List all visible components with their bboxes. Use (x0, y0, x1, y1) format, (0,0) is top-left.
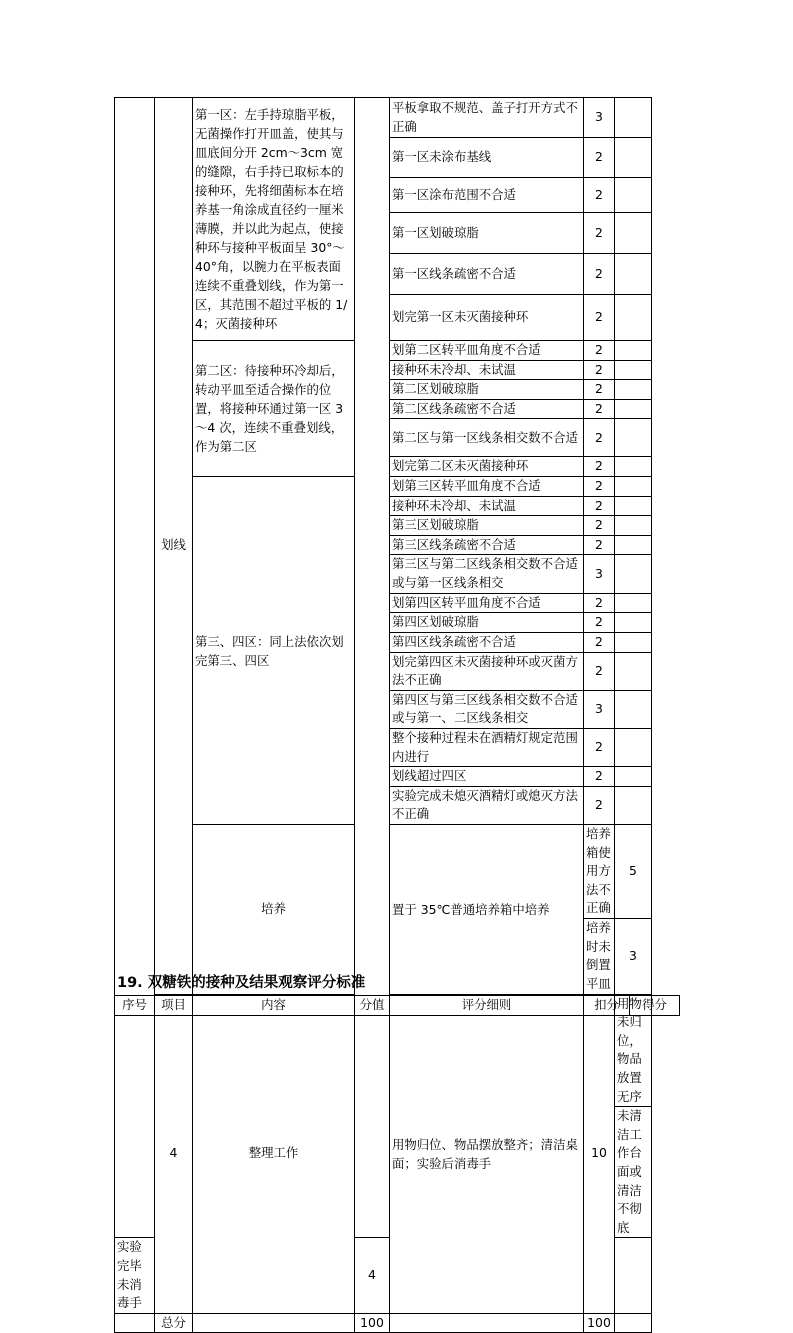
criterion-text: 第三区线条疏密不合适 (390, 535, 584, 555)
criterion-text: 用物未归位，物品放置无序 (615, 994, 652, 1107)
criterion-text: 第一区线条疏密不合适 (390, 254, 584, 295)
criterion-text: 第三区划破琼脂 (390, 516, 584, 536)
criterion-text: 划完第一区未灭菌接种环 (390, 295, 584, 341)
criterion-points: 2 (584, 419, 615, 457)
criterion-cell (390, 1313, 584, 1333)
deduct-cell (615, 767, 652, 787)
criterion-text: 整个接种过程未在酒精灯规定范围内进行 (390, 728, 584, 766)
header-content: 内容 (193, 996, 355, 1016)
criterion-points: 2 (584, 341, 615, 361)
item-cell-streak: 划线 (155, 98, 193, 995)
criterion-points: 2 (584, 613, 615, 633)
criterion-points: 2 (584, 254, 615, 295)
criterion-points: 3 (584, 690, 615, 728)
score-cell (355, 98, 390, 1238)
deduct-cell (615, 1238, 652, 1313)
criterion-points: 2 (584, 593, 615, 613)
deduct-cell (615, 341, 652, 361)
criterion-text: 第二区划破琼脂 (390, 380, 584, 400)
criterion-text: 划第三区转平皿角度不合适 (390, 477, 584, 497)
criterion-points: 2 (584, 457, 615, 477)
criterion-points: 2 (584, 380, 615, 400)
criterion-points: 2 (584, 399, 615, 419)
deduct-cell (615, 380, 652, 400)
criterion-text: 未清洁工作台面或清洁不彻底 (615, 1107, 652, 1238)
criterion-text: 划第四区转平皿角度不合适 (390, 593, 584, 613)
total-score: 100 (355, 1313, 390, 1333)
criterion-text: 第四区线条疏密不合适 (390, 632, 584, 652)
deduct-cell (615, 360, 652, 380)
criterion-points: 2 (584, 477, 615, 497)
total-label: 总分 (155, 1313, 193, 1333)
criterion-text: 培养时未倒置平皿 (584, 919, 615, 994)
item-cell-cleanup: 整理工作 (193, 994, 355, 1313)
criterion-text: 接种环未冷却、未试温 (390, 496, 584, 516)
total-detail-score: 100 (584, 1313, 615, 1333)
criterion-points: 2 (584, 360, 615, 380)
deduct-cell (615, 496, 652, 516)
criterion-text: 第四区与第三区线条相交数不合适或与第一、二区线条相交 (390, 690, 584, 728)
criterion-text: 第二区线条疏密不合适 (390, 399, 584, 419)
content-zone34: 第三、四区：同上法依次划完第三、四区 (193, 477, 355, 825)
header-score: 分值 (355, 996, 390, 1016)
header-item: 项目 (155, 996, 193, 1016)
criterion-text: 划线超过四区 (390, 767, 584, 787)
score-cell-cleanup: 10 (584, 994, 615, 1313)
deduct-cell (615, 516, 652, 536)
total-row (115, 1313, 652, 1333)
header-result: 得分 (630, 996, 680, 1016)
criterion-points: 2 (584, 178, 615, 213)
deduct-cell (615, 457, 652, 477)
header-no: 序号 (115, 996, 155, 1016)
header-deduct: 扣分 (584, 996, 630, 1016)
criterion-points: 2 (584, 786, 615, 824)
criterion-points: 4 (355, 1238, 390, 1313)
deduct-cell (615, 632, 652, 652)
deduct-cell (615, 399, 652, 419)
deduct-cell (615, 178, 652, 213)
deduct-cell (615, 652, 652, 690)
criterion-points: 2 (584, 652, 615, 690)
deduct-cell (615, 254, 652, 295)
deduct-cell (615, 213, 652, 254)
deduct-cell (615, 593, 652, 613)
criterion-points: 3 (584, 555, 615, 593)
deduct-cell (615, 728, 652, 766)
criterion-text: 划第二区转平皿角度不合适 (390, 341, 584, 361)
criterion-points: 2 (584, 728, 615, 766)
criterion-points: 3 (584, 98, 615, 138)
deduct-cell (615, 98, 652, 138)
table-row (115, 98, 652, 138)
criterion-text: 第四区划破琼脂 (390, 613, 584, 633)
criterion-points: 3 (615, 919, 652, 994)
content-incubate: 置于 35℃普通培养箱中培养 (390, 825, 584, 994)
content-zone2: 第二区：待接种环冷却后，转动平皿至适合操作的位置，将接种环通过第一区 3～4 次，连续不重叠划线，作为第二区 (193, 341, 355, 477)
deduct-cell (615, 138, 652, 178)
scoring-table (114, 97, 652, 1333)
item-cell-incubate: 培养 (193, 825, 355, 994)
criterion-text: 实验完毕未消毒手 (115, 1238, 155, 1313)
criterion-points: 2 (584, 632, 615, 652)
criterion-text: 实验完成未熄灭酒精灯或熄灭方法不正确 (390, 786, 584, 824)
criterion-points: 2 (584, 535, 615, 555)
deduct-cell (615, 555, 652, 593)
criterion-text: 第三区与第二区线条相交数不合适或与第一区线条相交 (390, 555, 584, 593)
criterion-text: 第一区未涂布基线 (390, 138, 584, 178)
deduct-cell (615, 295, 652, 341)
next-table-header (114, 995, 680, 1016)
deduct-cell (615, 1313, 652, 1333)
criterion-points: 2 (584, 496, 615, 516)
no-cell (115, 98, 155, 1238)
criterion-text: 培养箱使用方法不正确 (584, 825, 615, 919)
criterion-points: 2 (584, 213, 615, 254)
no-cell (115, 1313, 155, 1333)
criterion-text: 接种环未冷却、未试温 (390, 360, 584, 380)
criterion-points: 2 (584, 295, 615, 341)
criterion-points: 5 (615, 825, 652, 919)
header-row (115, 996, 680, 1016)
content-cleanup: 用物归位、物品摆放整齐；清洁桌面；实验后消毒手 (390, 994, 584, 1313)
deduct-cell (615, 535, 652, 555)
deduct-cell (615, 786, 652, 824)
criterion-text: 第二区与第一区线条相交数不合适 (390, 419, 584, 457)
deduct-cell (615, 690, 652, 728)
criterion-text: 平板拿取不规范、盖子打开方式不正确 (390, 98, 584, 138)
criterion-points: 2 (584, 138, 615, 178)
deduct-cell (615, 613, 652, 633)
criterion-text: 第一区划破琼脂 (390, 213, 584, 254)
deduct-cell (615, 477, 652, 497)
section-title: 19. 双糖铁的接种及结果观察评分标准 (117, 975, 366, 991)
criterion-text: 第一区涂布范围不合适 (390, 178, 584, 213)
criterion-text: 划完第四区未灭菌接种环或灭菌方法不正确 (390, 652, 584, 690)
criterion-points: 2 (584, 767, 615, 787)
criterion-points: 2 (584, 516, 615, 536)
deduct-cell (615, 419, 652, 457)
content-cell (193, 1313, 355, 1333)
criterion-text: 划完第二区未灭菌接种环 (390, 457, 584, 477)
no-cell-cleanup: 4 (155, 994, 193, 1313)
header-detail: 评分细则 (390, 996, 584, 1016)
content-zone1: 第一区：左手持琼脂平板，无菌操作打开皿盖，使其与皿底间分开 2cm～3cm 宽的缝隙，右手持已取标本的接种环，先将细菌标本在培养基一角涂成直径约一厘米薄膜，并以此为起点，使接种环与接种平板面呈 30°～40°角，以腕力在平板表面连续不重叠划线，作为第一区，其范围不超过平板的 1/4；灭菌接种环 (193, 98, 355, 341)
